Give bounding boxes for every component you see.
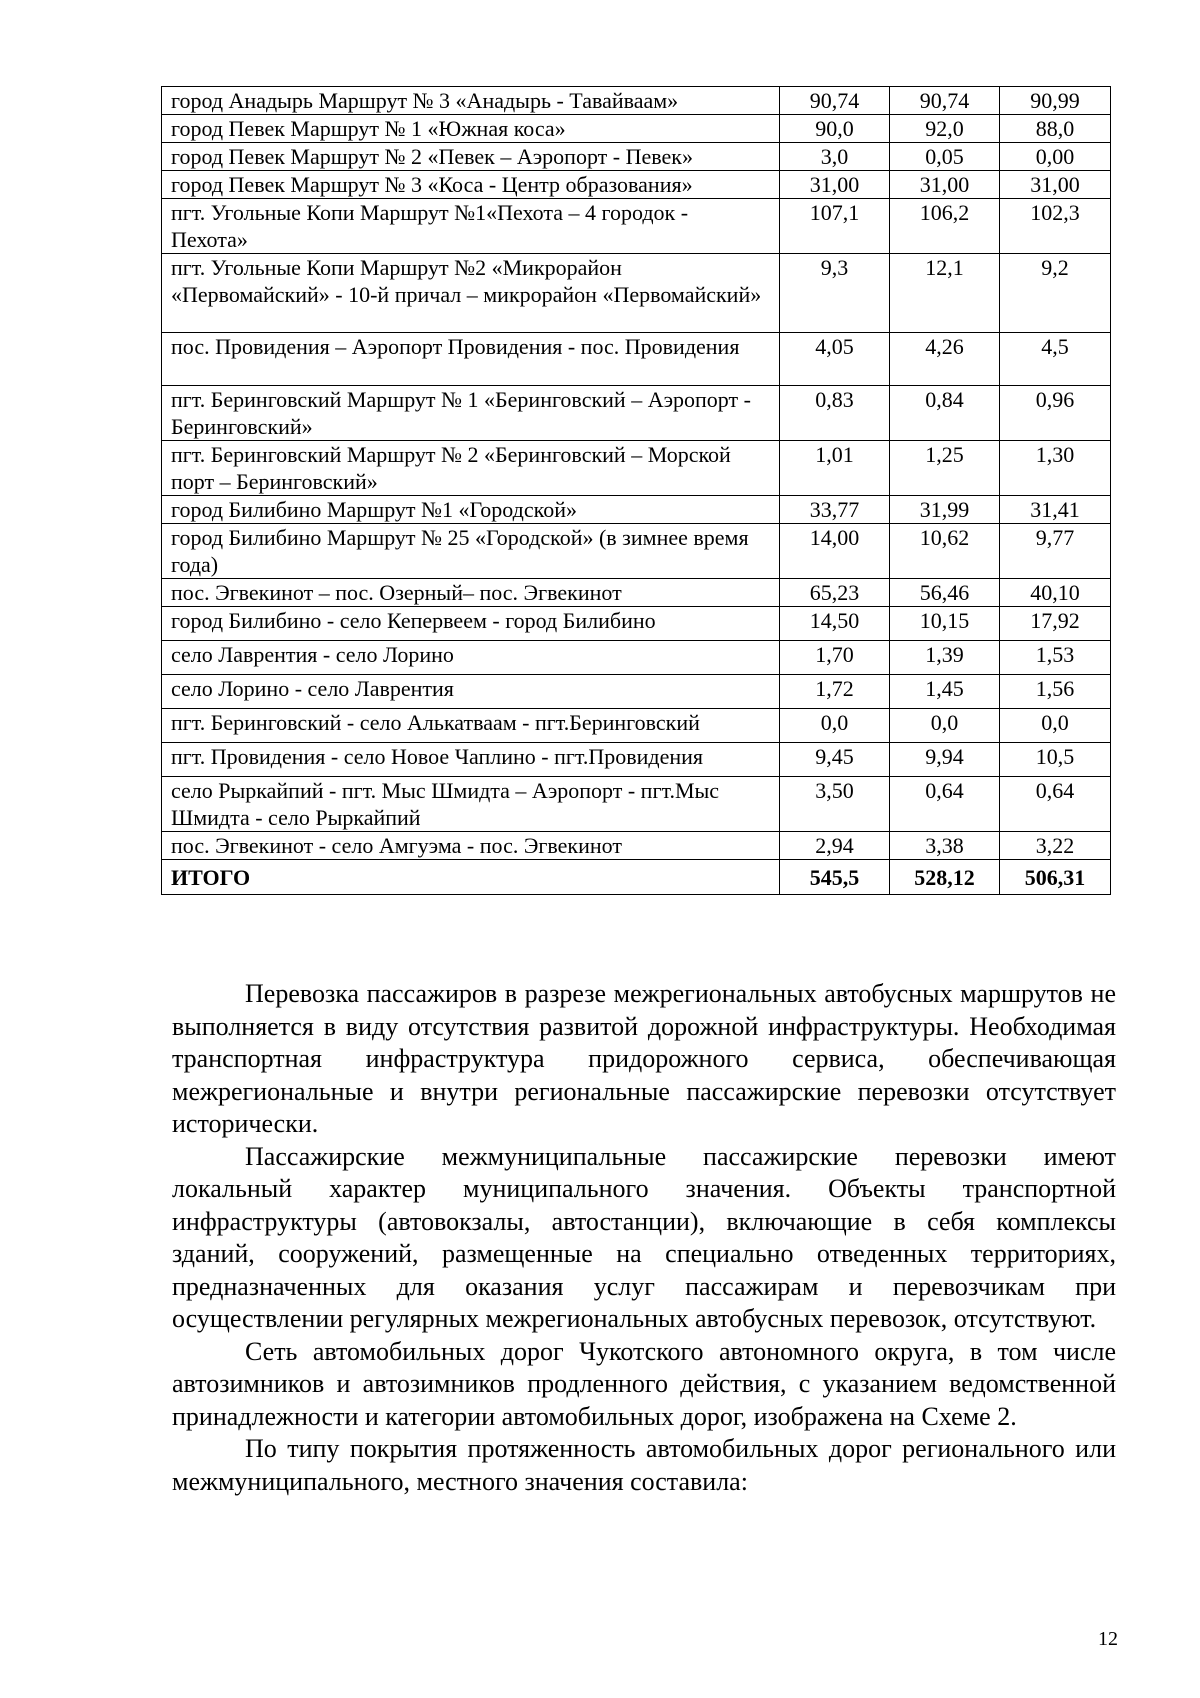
value-cell-2: 31,99 <box>890 496 1000 524</box>
page-number: 12 <box>1098 1628 1118 1650</box>
route-name-cell: город Певек Маршрут № 2 «Певек – Аэропорт - Певек» <box>162 143 780 171</box>
table-row <box>162 675 1111 709</box>
total-row <box>162 860 1111 895</box>
table-row <box>162 386 1111 441</box>
total-value-cell-1: 545,5 <box>780 860 890 895</box>
table-row <box>162 199 1111 254</box>
table-row <box>162 524 1111 579</box>
value-cell-3: 1,56 <box>1000 675 1111 709</box>
route-name-cell: пгт. Провидения - село Новое Чаплино - пгт.Провидения <box>162 743 780 777</box>
paragraph: Сеть автомобильных дорог Чукотского автономного округа, в том числе автозимников и автозимников продленного действия, с указанием ведомственной принадлежности и категории автомобильных дорог, изображена на Схеме 2. <box>172 1336 1116 1431</box>
value-cell-3: 31,00 <box>1000 171 1111 199</box>
table-row <box>162 709 1111 743</box>
value-cell-1: 9,3 <box>780 254 890 333</box>
value-cell-3: 102,3 <box>1000 199 1111 254</box>
value-cell-1: 107,1 <box>780 199 890 254</box>
route-name-cell: пос. Эгвекинот – пос. Озерный– пос. Эгвекинот <box>162 579 780 607</box>
value-cell-1: 2,94 <box>780 832 890 860</box>
value-cell-1: 3,0 <box>780 143 890 171</box>
value-cell-2: 0,64 <box>890 777 1000 832</box>
route-name-cell: пгт. Беринговский Маршрут № 1 «Беринговский – Аэропорт - Беринговский» <box>162 386 780 441</box>
route-name-cell: село Рыркайпий - пгт. Мыс Шмидта – Аэропорт - пгт.Мыс Шмидта - село Рыркайпий <box>162 777 780 832</box>
value-cell-3: 17,92 <box>1000 607 1111 641</box>
value-cell-1: 1,70 <box>780 641 890 675</box>
body-text <box>172 978 1116 1498</box>
route-name-cell: село Лаврентия - село Лорино <box>162 641 780 675</box>
route-name-cell: пгт. Беринговский Маршрут № 2 «Беринговский – Морской порт – Беринговский» <box>162 441 780 496</box>
value-cell-2: 92,0 <box>890 115 1000 143</box>
value-cell-3: 88,0 <box>1000 115 1111 143</box>
value-cell-1: 14,50 <box>780 607 890 641</box>
paragraph: Перевозка пассажиров в разрезе межрегиональных автобусных маршрутов не выполняется в виду отсутствия развитой дорожной инфраструктуры. Необходимая транспортная инфраструктура придорожного сервиса, обеспечивающая межрегиональные и внутри региональные пассажирские перевозки отсутствует исторически. <box>172 979 1116 1138</box>
total-label-cell: ИТОГО <box>162 860 780 895</box>
table-row <box>162 441 1111 496</box>
value-cell-3: 0,64 <box>1000 777 1111 832</box>
route-name-cell: город Билибино Маршрут № 25 «Городской» (в зимнее время года) <box>162 524 780 579</box>
value-cell-3: 40,10 <box>1000 579 1111 607</box>
paragraph: По типу покрытия протяженность автомобильных дорог регионального или межмуниципального, местного значения составила: <box>172 1434 1116 1496</box>
route-name-cell: пос. Провидения – Аэропорт Провидения - пос. Провидения <box>162 333 780 386</box>
value-cell-2: 0,0 <box>890 709 1000 743</box>
value-cell-1: 33,77 <box>780 496 890 524</box>
total-value-cell-3: 506,31 <box>1000 860 1111 895</box>
routes-table-body <box>162 87 1111 895</box>
route-name-cell: город Певек Маршрут № 3 «Коса - Центр образования» <box>162 171 780 199</box>
value-cell-3: 4,5 <box>1000 333 1111 386</box>
value-cell-3: 1,53 <box>1000 641 1111 675</box>
value-cell-2: 0,05 <box>890 143 1000 171</box>
table-row <box>162 777 1111 832</box>
value-cell-3: 1,30 <box>1000 441 1111 496</box>
value-cell-2: 10,15 <box>890 607 1000 641</box>
route-name-cell: город Билибино Маршрут №1 «Городской» <box>162 496 780 524</box>
value-cell-3: 3,22 <box>1000 832 1111 860</box>
table-row <box>162 115 1111 143</box>
route-name-cell: город Певек Маршрут № 1 «Южная коса» <box>162 115 780 143</box>
value-cell-2: 31,00 <box>890 171 1000 199</box>
table-row <box>162 579 1111 607</box>
route-name-cell: пгт. Угольные Копи Маршрут №1«Пехота – 4 городок - Пехота» <box>162 199 780 254</box>
value-cell-3: 0,0 <box>1000 709 1111 743</box>
value-cell-1: 90,74 <box>780 87 890 115</box>
value-cell-3: 0,00 <box>1000 143 1111 171</box>
value-cell-3: 90,99 <box>1000 87 1111 115</box>
value-cell-3: 9,77 <box>1000 524 1111 579</box>
value-cell-1: 0,83 <box>780 386 890 441</box>
route-name-cell: пос. Эгвекинот - село Амгуэма - пос. Эгвекинот <box>162 832 780 860</box>
value-cell-1: 1,01 <box>780 441 890 496</box>
value-cell-2: 90,74 <box>890 87 1000 115</box>
value-cell-1: 4,05 <box>780 333 890 386</box>
routes-table <box>161 86 1111 895</box>
table-row <box>162 641 1111 675</box>
value-cell-1: 3,50 <box>780 777 890 832</box>
value-cell-2: 0,84 <box>890 386 1000 441</box>
table-row <box>162 171 1111 199</box>
total-value-cell-2: 528,12 <box>890 860 1000 895</box>
value-cell-2: 1,39 <box>890 641 1000 675</box>
value-cell-1: 0,0 <box>780 709 890 743</box>
table-row <box>162 87 1111 115</box>
table-row <box>162 832 1111 860</box>
table-row <box>162 254 1111 333</box>
route-name-cell: город Билибино - село Кепервеем - город Билибино <box>162 607 780 641</box>
value-cell-1: 90,0 <box>780 115 890 143</box>
table-row <box>162 607 1111 641</box>
route-name-cell: город Анадырь Маршрут № 3 «Анадырь - Тавайваам» <box>162 87 780 115</box>
value-cell-2: 3,38 <box>890 832 1000 860</box>
value-cell-2: 1,45 <box>890 675 1000 709</box>
value-cell-2: 4,26 <box>890 333 1000 386</box>
table-row <box>162 743 1111 777</box>
value-cell-1: 65,23 <box>780 579 890 607</box>
value-cell-1: 1,72 <box>780 675 890 709</box>
value-cell-2: 56,46 <box>890 579 1000 607</box>
value-cell-2: 106,2 <box>890 199 1000 254</box>
value-cell-3: 0,96 <box>1000 386 1111 441</box>
value-cell-3: 9,2 <box>1000 254 1111 333</box>
table-row <box>162 143 1111 171</box>
value-cell-2: 10,62 <box>890 524 1000 579</box>
value-cell-1: 31,00 <box>780 171 890 199</box>
table-row <box>162 333 1111 386</box>
route-name-cell: пгт. Угольные Копи Маршрут №2 «Микрорайон «Первомайский» - 10-й причал – микрорайон «Первомайский» <box>162 254 780 333</box>
value-cell-2: 12,1 <box>890 254 1000 333</box>
table-row <box>162 496 1111 524</box>
value-cell-1: 9,45 <box>780 743 890 777</box>
value-cell-3: 10,5 <box>1000 743 1111 777</box>
value-cell-3: 31,41 <box>1000 496 1111 524</box>
value-cell-2: 9,94 <box>890 743 1000 777</box>
paragraph: Пассажирские межмуниципальные пассажирские перевозки имеют локальный характер муниципального значения. Объекты транспортной инфраструктуры (автовокзалы, автостанции), включающие в себя комплексы зданий, сооружений, размещенные на специально отведенных территориях, предназначенных для оказания услуг пассажирам и перевозчикам при осуществлении регулярных межрегиональных автобусных перевозок, отсутствуют. <box>172 1141 1116 1333</box>
route-name-cell: пгт. Беринговский - село Алькатваам - пгт.Беринговский <box>162 709 780 743</box>
value-cell-2: 1,25 <box>890 441 1000 496</box>
route-name-cell: село Лорино - село Лаврентия <box>162 675 780 709</box>
value-cell-1: 14,00 <box>780 524 890 579</box>
